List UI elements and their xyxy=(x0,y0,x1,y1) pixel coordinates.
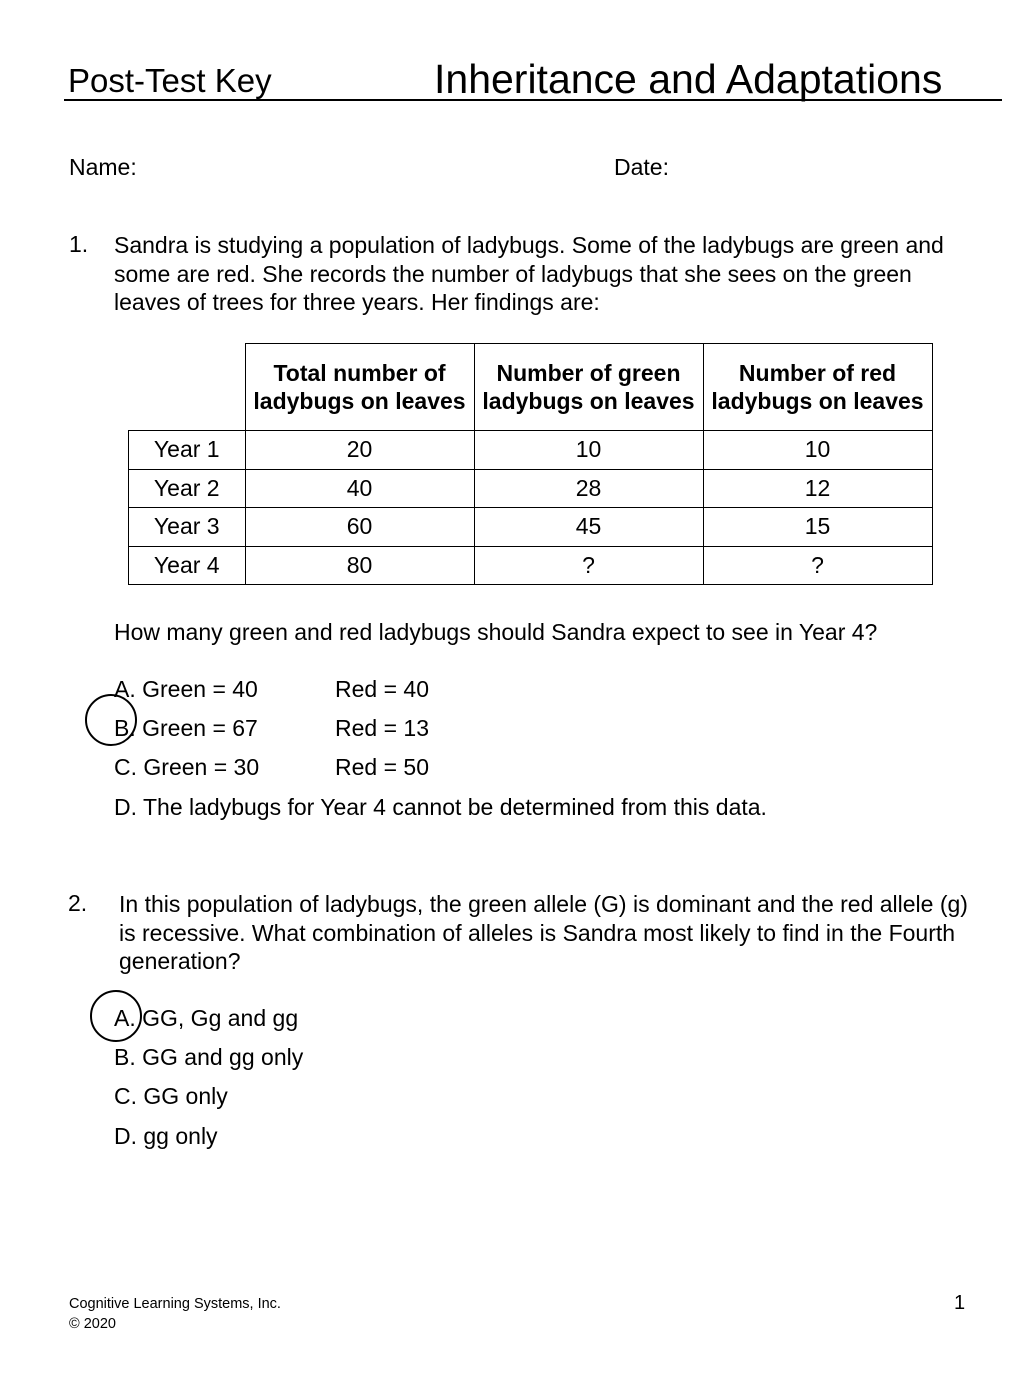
footer-company: Cognitive Learning Systems, Inc. xyxy=(69,1296,281,1312)
table-header-row xyxy=(129,344,933,431)
row-label: Year 3 xyxy=(129,508,246,547)
page-number: 1 xyxy=(954,1292,966,1314)
option-text: GG only xyxy=(143,1083,228,1109)
cell-total: 60 xyxy=(245,508,474,547)
table-row xyxy=(129,431,933,470)
cell-total: 80 xyxy=(245,546,474,585)
q2-option-b xyxy=(114,1044,303,1071)
option-letter: A. xyxy=(114,1005,136,1031)
option-red: Red = 13 xyxy=(335,715,429,741)
option-letter: C. xyxy=(114,754,137,780)
unit-title: Inheritance and Adaptations xyxy=(434,56,943,102)
option-green: Green = 30 xyxy=(143,754,260,780)
table-row xyxy=(129,508,933,547)
row-label: Year 1 xyxy=(129,431,246,470)
ladybug-data-table xyxy=(128,343,933,585)
option-text: GG and gg only xyxy=(142,1044,304,1070)
header-red: Number of red ladybugs on leaves xyxy=(703,344,932,431)
q1-option-a xyxy=(114,676,429,703)
option-red: Red = 40 xyxy=(335,676,429,702)
option-letter: D. xyxy=(114,794,137,820)
option-text: The ladybugs for Year 4 cannot be determined from this data. xyxy=(142,794,767,820)
option-letter: C. xyxy=(114,1083,137,1109)
row-label: Year 4 xyxy=(129,546,246,585)
q1-option-d xyxy=(114,794,767,821)
question-2-number: 2. xyxy=(68,890,88,916)
cell-red: 10 xyxy=(703,431,932,470)
cell-green: ? xyxy=(474,546,703,585)
q1-option-c xyxy=(114,754,429,781)
option-letter: D. xyxy=(114,1123,137,1149)
option-green: Green = 40 xyxy=(142,676,258,702)
cell-red: 12 xyxy=(703,469,932,508)
option-text: gg only xyxy=(143,1123,218,1149)
option-letter: B. xyxy=(114,715,136,741)
q2-option-c xyxy=(114,1083,228,1110)
option-red: Red = 50 xyxy=(335,754,429,780)
cell-red: 15 xyxy=(703,508,932,547)
option-letter: A. xyxy=(114,676,136,702)
cell-green: 45 xyxy=(474,508,703,547)
answer-circle-q1 xyxy=(85,694,137,746)
question-2-text: In this population of ladybugs, the green allele (G) is dominant and the red allele (g) is recessive. What combination of alleles is Sandra most likely to find in the Fourth generation? xyxy=(119,891,968,974)
question-1-text: Sandra is studying a population of ladybugs. Some of the ladybugs are green and some are red. She records the number of ladybugs that she sees on the green leaves of trees for three years. Her findings are: xyxy=(114,232,944,315)
cell-green: 28 xyxy=(474,469,703,508)
name-label: Name: xyxy=(69,154,137,180)
date-label: Date: xyxy=(614,154,669,180)
table-corner-cell xyxy=(129,344,246,431)
header-green: Number of green ladybugs on leaves xyxy=(474,344,703,431)
option-green: Green = 67 xyxy=(142,715,258,741)
document-type-title: Post-Test Key xyxy=(68,62,272,99)
table-row xyxy=(129,469,933,508)
footer-copyright: © 2020 xyxy=(69,1316,116,1332)
cell-green: 10 xyxy=(474,431,703,470)
cell-red: ? xyxy=(703,546,932,585)
question-1-subquestion: How many green and red ladybugs should Sandra expect to see in Year 4? xyxy=(114,619,878,645)
table-row xyxy=(129,546,933,585)
question-1-number: 1. xyxy=(69,231,89,257)
cell-total: 40 xyxy=(245,469,474,508)
cell-total: 20 xyxy=(245,431,474,470)
option-letter: B. xyxy=(114,1044,136,1070)
option-text: GG, Gg and gg xyxy=(142,1005,299,1031)
row-label: Year 2 xyxy=(129,469,246,508)
answer-circle-q2 xyxy=(90,990,142,1042)
header-divider xyxy=(64,99,1002,101)
header-total: Total number of ladybugs on leaves xyxy=(245,344,474,431)
q2-option-d xyxy=(114,1123,218,1150)
